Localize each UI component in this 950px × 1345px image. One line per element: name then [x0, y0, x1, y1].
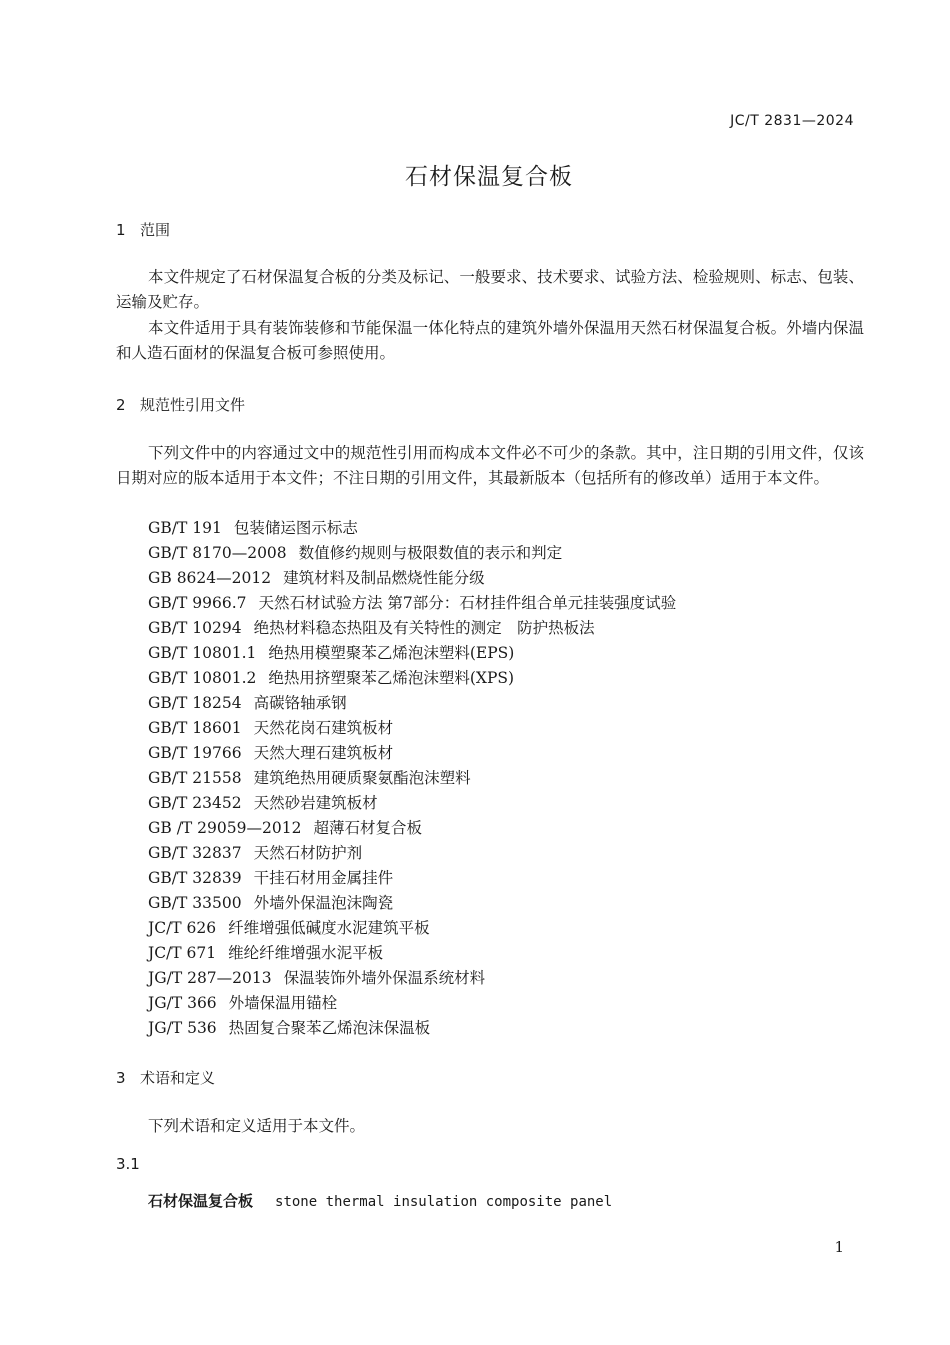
reference-item	[148, 566, 676, 591]
reference-title: 绝热用挤塑聚苯乙烯泡沫塑料(XPS)	[268, 669, 515, 687]
reference-title: 热固复合聚苯乙烯泡沫保温板	[228, 1019, 431, 1037]
reference-title: 纤维增强低碱度水泥建筑平板	[228, 919, 430, 937]
reference-title: 绝热材料稳态热阻及有关特性的测定 防护热板法	[253, 619, 595, 637]
scope-paragraph-1: 本文件规定了石材保温复合板的分类及标记、一般要求、技术要求、试验方法、检验规则、标志、包装、运输及贮存。	[116, 268, 864, 311]
reference-code: JG/T 366	[148, 994, 217, 1012]
reference-item	[148, 666, 676, 691]
reference-title: 干挂石材用金属挂件	[253, 869, 394, 887]
reference-code: GB/T 33500	[148, 894, 242, 912]
reference-item	[148, 516, 676, 541]
reference-code: GB/T 10801.2	[148, 669, 257, 687]
reference-item	[148, 1016, 676, 1041]
reference-code: GB/T 18601	[148, 719, 242, 737]
reference-title: 建筑绝热用硬质聚氨酯泡沫塑料	[253, 769, 471, 787]
reference-code: GB/T 10294	[148, 619, 242, 637]
reference-title: 天然大理石建筑板材	[253, 744, 394, 762]
section-number: 3	[116, 1069, 126, 1087]
reference-item	[148, 841, 676, 866]
reference-title: 超薄石材复合板	[313, 819, 422, 837]
reference-item	[148, 691, 676, 716]
section-heading-2	[116, 394, 245, 415]
reference-title: 绝热用模塑聚苯乙烯泡沫塑料(EPS)	[268, 644, 515, 662]
reference-code: GB/T 8170—2008	[148, 544, 287, 562]
document-title: 石材保温复合板	[405, 164, 573, 190]
reference-item	[148, 791, 676, 816]
section-heading-3	[116, 1067, 215, 1088]
term-english: stone thermal insulation composite panel	[275, 1194, 613, 1210]
reference-list	[148, 516, 676, 1041]
term-number: 3.1	[116, 1155, 140, 1173]
reference-title: 建筑材料及制品燃烧性能分级	[283, 569, 485, 587]
reference-title: 数值修约规则与极限数值的表示和判定	[298, 544, 563, 562]
reference-item	[148, 866, 676, 891]
section-title: 术语和定义	[140, 1069, 216, 1087]
reference-code: GB/T 10801.1	[148, 644, 257, 662]
reference-code: JG/T 287—2013	[148, 969, 272, 987]
term-entry	[148, 1190, 612, 1211]
reference-code: GB/T 32839	[148, 869, 242, 887]
reference-item	[148, 916, 676, 941]
reference-code: GB/T 9966.7	[148, 594, 247, 612]
reference-item	[148, 741, 676, 766]
reference-code: GB/T 19766	[148, 744, 242, 762]
reference-item	[148, 991, 676, 1016]
reference-title: 天然石材防护剂	[253, 844, 363, 862]
reference-item	[148, 941, 676, 966]
reference-title: 高碳铬轴承钢	[253, 694, 347, 712]
reference-title: 保温装饰外墙外保温系统材料	[283, 969, 486, 987]
page-number: 1	[834, 1238, 844, 1256]
reference-item	[148, 716, 676, 741]
standard-number: JC/T 2831—2024	[730, 113, 854, 129]
reference-code: GB/T 32837	[148, 844, 242, 862]
reference-title: 维纶纤维增强水泥平板	[228, 944, 384, 962]
reference-title: 包装储运图示标志	[233, 519, 358, 537]
reference-code: GB/T 23452	[148, 794, 242, 812]
reference-code: GB/T 18254	[148, 694, 242, 712]
reference-code: GB 8624—2012	[148, 569, 272, 587]
scope-paragraph-2: 本文件适用于具有装饰装修和节能保温一体化特点的建筑外墙外保温用天然石材保温复合板。外墙内保温和人造石面材的保温复合板可参照使用。	[116, 319, 864, 362]
section-title: 范围	[140, 221, 171, 239]
reference-item	[148, 641, 676, 666]
terms-intro-paragraph: 下列术语和定义适用于本文件。	[148, 1117, 366, 1135]
reference-code: GB/T 21558	[148, 769, 242, 787]
reference-code: GB/T 191	[148, 519, 222, 537]
reference-item	[148, 766, 676, 791]
reference-item	[148, 966, 676, 991]
reference-code: GB /T 29059—2012	[148, 819, 302, 837]
reference-item	[148, 816, 676, 841]
reference-title: 天然花岗石建筑板材	[253, 719, 394, 737]
reference-item	[148, 541, 676, 566]
normative-intro-paragraph: 下列文件中的内容通过文中的规范性引用而构成本文件必不可少的条款。其中，注日期的引用文件，仅该日期对应的版本适用于本文件；不注日期的引用文件，其最新版本（包括所有的修改单）适用于本文件。	[116, 444, 864, 487]
reference-title: 天然石材试验方法 第7部分：石材挂件组合单元挂装强度试验	[258, 594, 677, 612]
reference-code: JG/T 536	[148, 1019, 217, 1037]
reference-code: JC/T 626	[148, 919, 217, 937]
section-heading-1	[116, 219, 170, 240]
reference-title: 外墙保温用锚栓	[228, 994, 338, 1012]
reference-item	[148, 616, 676, 641]
section-number: 2	[116, 396, 126, 414]
reference-title: 天然砂岩建筑板材	[253, 794, 378, 812]
term-chinese: 石材保温复合板	[148, 1192, 254, 1210]
section-number: 1	[116, 221, 126, 239]
section-title: 规范性引用文件	[140, 396, 246, 414]
reference-item	[148, 891, 676, 916]
reference-code: JC/T 671	[148, 944, 217, 962]
reference-item	[148, 591, 676, 616]
reference-title: 外墙外保温泡沫陶瓷	[253, 894, 394, 912]
